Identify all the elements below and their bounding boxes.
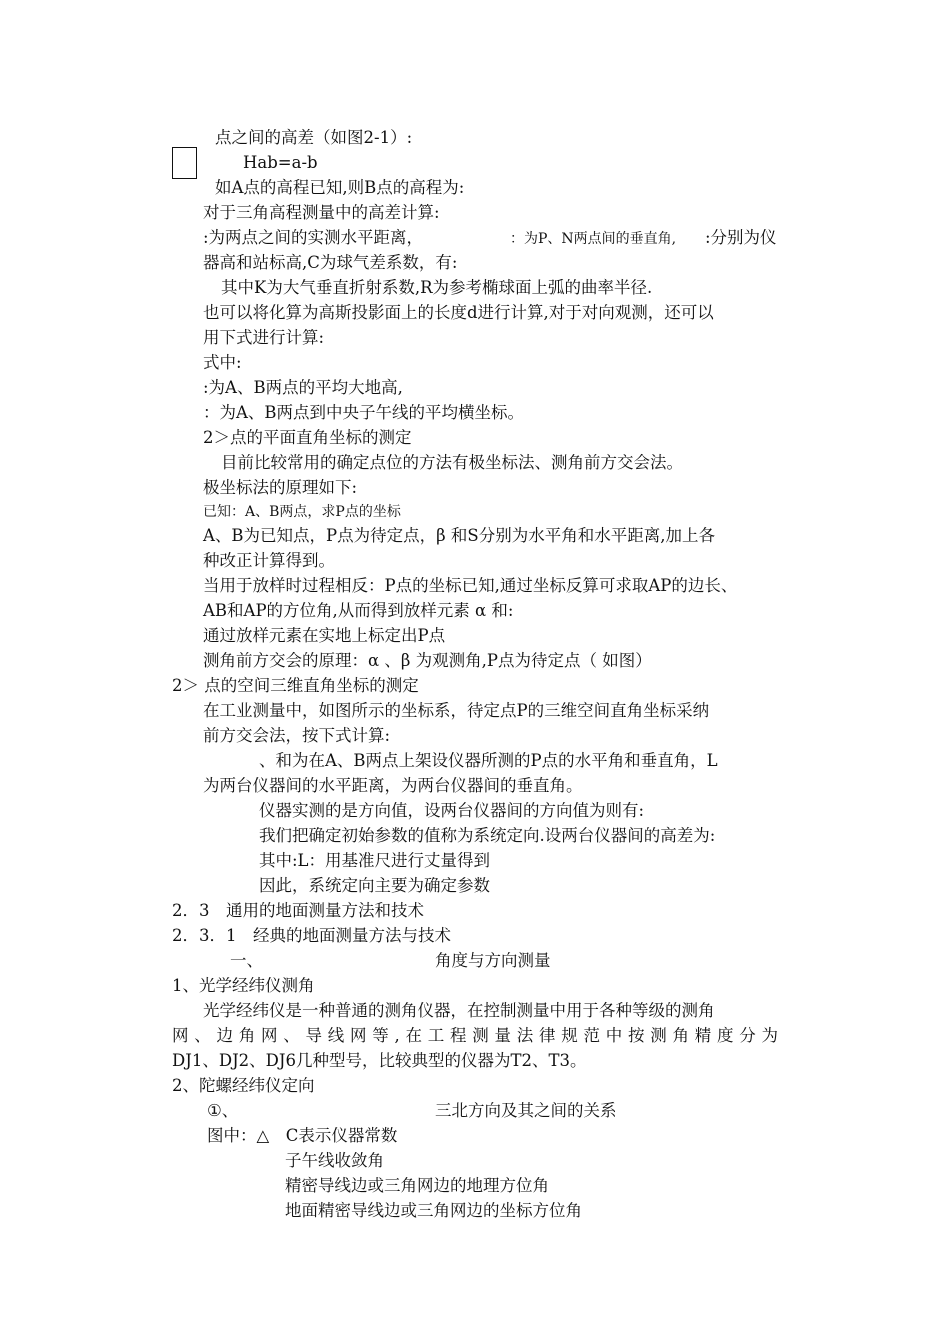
text-line: 其中K为大气垂直折射系数,R为参考椭球面上弧的曲率半径.: [221, 278, 653, 297]
text-line: 我们把确定初始参数的值称为系统定向.设两台仪器间的高差为:: [259, 826, 716, 845]
justified-char: 测: [650, 1026, 667, 1045]
justified-char: 量: [494, 1026, 511, 1045]
text-line: :为A、B两点的平均大地高,: [203, 378, 403, 397]
text-line: 为两台仪器间的水平距离，为两台仪器间的垂直角。: [203, 776, 583, 795]
text-line-fragment: ：为P、N两点间的垂直角,: [510, 231, 677, 247]
justified-char: 中: [605, 1026, 623, 1045]
justified-char: 边: [216, 1026, 233, 1045]
section-heading: 2．3 通用的地面测量方法和技术: [172, 901, 424, 920]
text-line: 仪器实测的是方向值，设两台仪器间的方向值为则有:: [259, 801, 645, 820]
text-line: 点之间的高差（如图2-1）:: [215, 128, 413, 147]
justified-char: 、: [283, 1026, 300, 1045]
justified-char: 网: [172, 1026, 189, 1045]
text-line: 器高和站标高,C为球气差系数，有:: [203, 253, 458, 272]
justified-char: 精: [694, 1026, 712, 1045]
justified-char: 度: [717, 1026, 734, 1045]
section-heading: 角度与方向测量: [435, 951, 551, 970]
text-line: 图中：△ C表示仪器常数: [207, 1126, 398, 1145]
section-heading: 1、光学经纬仪测角: [172, 976, 315, 995]
justified-char: 角: [238, 1026, 256, 1045]
section-heading: 三北方向及其之间的关系: [435, 1101, 617, 1120]
justified-char: 网: [261, 1026, 278, 1045]
text-line: 精密导线边或三角网边的地理方位角: [285, 1176, 549, 1195]
text-line: 在工业测量中，如图所示的坐标系，待定点P的三维空间直角坐标采纳: [203, 701, 710, 720]
text-line: 也可以将化算为高斯投影面上的长度d进行计算,对于对向观测，还可以: [203, 303, 714, 322]
text-line: 测角前方交会的原理：α 、β 为观测角,P点为待定点（ 如图）: [203, 651, 652, 670]
justified-char: ,: [394, 1026, 400, 1045]
text-line: 目前比较常用的确定点位的方法有极坐标法、测角前方交会法。: [221, 453, 683, 472]
justified-char: 为: [761, 1026, 778, 1045]
justified-char: 测: [472, 1026, 489, 1045]
text-line: 当用于放样时过程相反：P点的坐标已知,通过坐标反算可求取AP的边长、: [203, 576, 738, 595]
text-line: 子午线收敛角: [285, 1151, 384, 1170]
section-heading: 2＞ 点的空间三维直角坐标的测定: [172, 676, 419, 695]
text-line: 如A点的高程已知,则B点的高程为:: [215, 178, 465, 197]
justified-char: 分: [739, 1026, 756, 1045]
text-line: 用下式进行计算:: [203, 328, 325, 347]
formula-line: Hab=a-b: [243, 153, 318, 172]
text-line: 其中:L：用基准尺进行丈量得到: [259, 851, 491, 870]
text-line: 种改正计算得到。: [203, 551, 335, 570]
justified-char: 工: [427, 1026, 445, 1045]
justified-char: 规: [561, 1026, 578, 1045]
heading-number: ①、: [207, 1101, 239, 1120]
text-line: DJ1、DJ2、DJ6几种型号，比较典型的仪器为T2、T3。: [172, 1051, 587, 1070]
text-line: AB和AP的方位角,从而得到放样元素 α 和:: [203, 601, 514, 620]
justified-char: 范: [583, 1026, 600, 1045]
section-heading: 2．3．1 经典的地面测量方法与技术: [172, 926, 451, 945]
justified-char: 、: [194, 1026, 211, 1045]
section-heading: 2＞点的平面直角坐标的测定: [203, 428, 412, 447]
text-line: :为两点之间的实测水平距离，: [203, 228, 424, 247]
text-line: 光学经纬仪是一种普通的测角仪器，在控制测量中用于各种等级的测角: [203, 1001, 715, 1020]
text-line: 通过放样元素在实地上标定出P点: [203, 626, 446, 645]
justified-char: 按: [628, 1026, 645, 1045]
text-line: 、和为在A、B两点上架设仪器所测的P点的水平角和垂直角，L: [259, 751, 718, 770]
text-line-fragment: :分别为仪: [705, 228, 777, 247]
text-line: 前方交会法，按下式计算:: [203, 726, 391, 745]
text-line: A、B为已知点，P点为待定点，β 和S分别为水平角和水平距离,加上各: [203, 526, 715, 545]
text-line: 式中:: [203, 353, 242, 372]
text-line: ：为A、B两点到中央子午线的平均横坐标。: [203, 403, 525, 422]
justified-char: 法: [516, 1026, 534, 1045]
justified-char: 程: [450, 1026, 467, 1045]
justified-char: 导: [305, 1026, 322, 1045]
figure-placeholder-box: [172, 147, 197, 179]
text-line: 对于三角高程测量中的高差计算:: [203, 203, 440, 222]
section-heading: 2、陀螺经纬仪定向: [172, 1076, 315, 1095]
justified-text-line: [172, 1024, 778, 1048]
text-line: 极坐标法的原理如下:: [203, 478, 358, 497]
heading-number: 一、: [230, 951, 263, 970]
text-line: 地面精密导线边或三角网边的坐标方位角: [285, 1201, 582, 1220]
justified-char: 等: [372, 1026, 389, 1045]
justified-char: 角: [672, 1026, 689, 1045]
justified-char: 在: [405, 1026, 422, 1045]
justified-char: 律: [539, 1026, 556, 1045]
text-line: 因此，系统定向主要为确定参数: [259, 876, 490, 895]
justified-char: 网: [350, 1026, 367, 1045]
justified-char: 线: [327, 1026, 345, 1045]
text-line: 已知：A、B两点，求P点的坐标: [203, 504, 401, 520]
